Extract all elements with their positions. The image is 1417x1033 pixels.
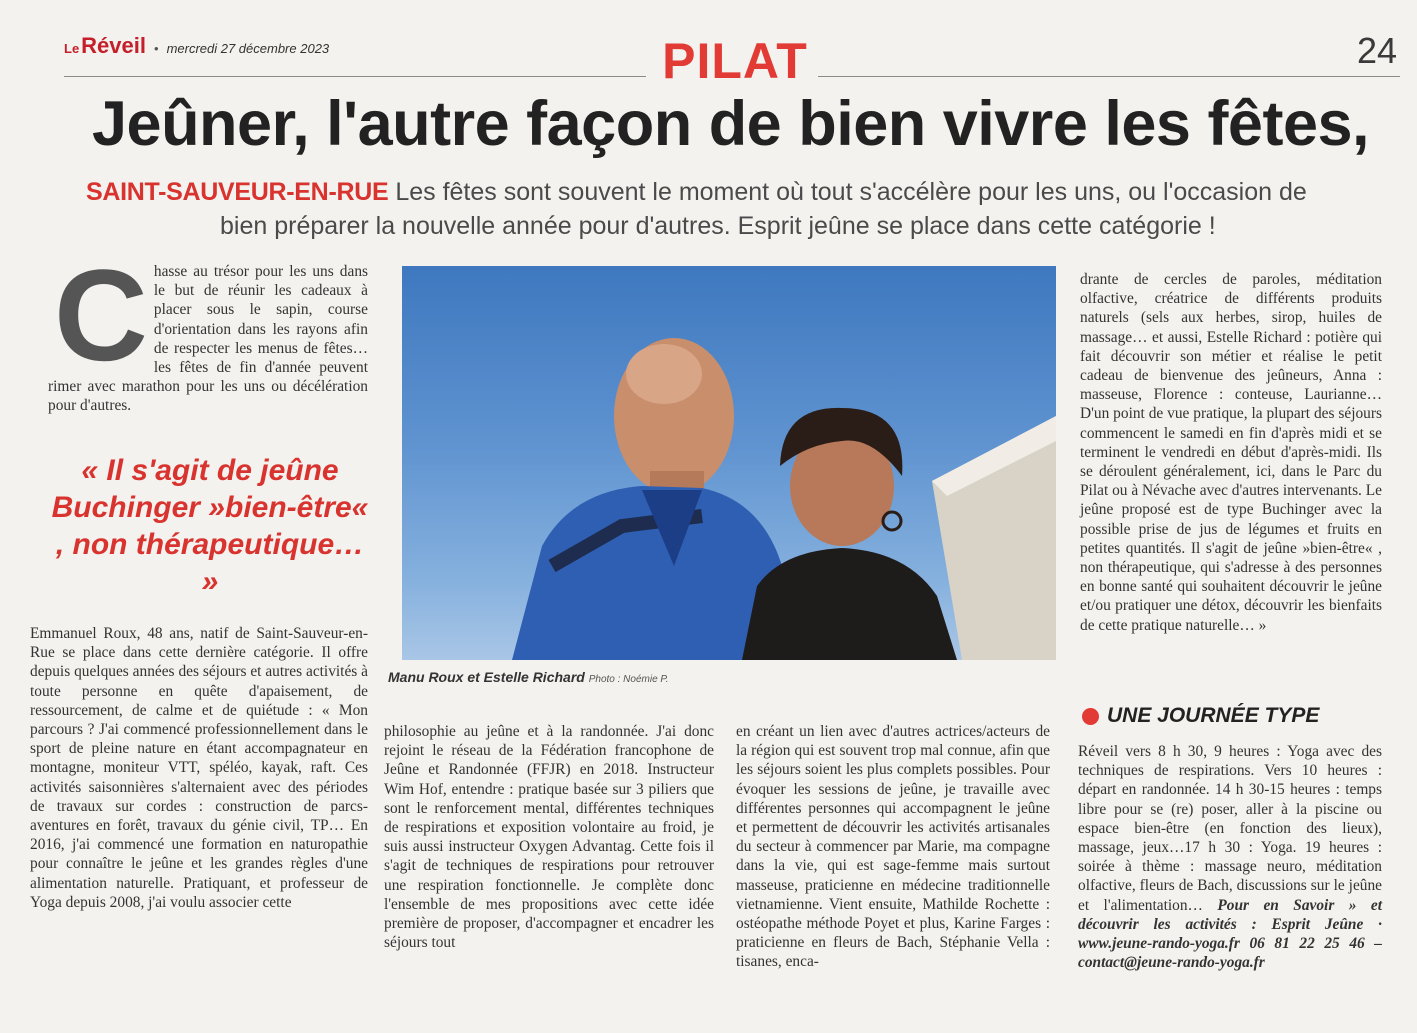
location-kicker: SAINT-SAUVEUR-EN-RUE: [86, 178, 389, 206]
box-title-text: UNE JOURNÉE TYPE: [1107, 704, 1320, 727]
article-column-2: [384, 722, 714, 952]
header-rule-left: [64, 76, 646, 77]
lede-line-2: bien préparer la nouvelle année pour d'autres. Esprit jeûne se place dans cette catégorie !: [220, 212, 1216, 240]
page-number: 24: [1356, 30, 1397, 71]
column-4-text: drante de cercles de paroles, méditation olfactive, créatrice de différents produits naturels (sels aux herbes, sirop, huiles de massage… et aussi, Estelle Richard : potière qui fait découvrir son métier et réalise le petit cadeau de bienvenue des jeûneurs, Anna : masseuse, Florence : conteuse, Laurianne… D'un point de vue pratique, la plupart des séjours commencent le samedi en fin d'après midi et se terminent le vendredi en début d'après-midi. Ils se déroulent généralement, ici, dans le Parc du Pilat ou à Névache avec d'autres intervenants. Le jeûne proposé est de type Buchinger avec la possible prise de jus de légumes et fruits en petites quantités. Il s'agit de jeûne »bien-être« , non thérapeutique, qui s'adresse à des personnes en bonne santé qui souhaitent découvrir le jeûne et/ou pratiquer une détox, découvrir les bienfaits de cette pratique naturelle… »: [1080, 271, 1382, 634]
column-3-text: en créant un lien avec d'autres actrices/acteurs de la région qui est souvent trop mal connue, afin que les séjours soient les plus complets possibles. Pour évoquer les sessions de jeûne, je travaille avec différentes personnes qui accompagnent le jeûne et permettent de découvrir les activités artisanales du secteur à commencer par Marie, ma compagne dans la vie, qui est sage-femme mais surtout masseuse, praticienne en médecine traditionnelle vietnamienne. Vient ensuite, Mathilde Rochette : ostéopathe méthode Poyet et plus, Karine Farges : praticienne en fleurs de Bach, Stéphanie Vella : tisanes, enca-: [736, 723, 1050, 971]
article-headline: Jeûner, l'autre façon de bien vivre les fêtes,: [92, 89, 1370, 159]
intro-text: hasse au trésor pour les uns dans le but de réunir les cadeaux à placer sous le sapin, course d'orientation dans les rayons afin de respecter les menus de fêtes… les fêtes de fin d'année peuvent rimer avec marathon pour les uns ou décélération pour d'autres.: [48, 263, 368, 415]
lede-line-1: Les fêtes sont souvent le moment où tout s'accélère pour les uns, ou l'occasion de: [395, 178, 1307, 206]
box-title: [1082, 704, 1319, 728]
box-body: [1078, 742, 1382, 972]
article-intro: [48, 242, 368, 416]
caption-text: Manu Roux et Estelle Richard: [388, 669, 585, 685]
column-1-text: Emmanuel Roux, 48 ans, natif de Saint-Sauveur-en-Rue se place dans cette dernière catégorie. Il offre depuis quelques années des séjours et autres activités à toute personne en quête d'apaisement, de ressourcement, de calme et de quiétude : « Mon parcours ? J'ai commencé professionnellement dans le sport de pleine nature en étant accompagnateur en montagne, moniteur VTT, spéléo, kayak, raft. Ces activités saisonnières s'alternaient avec des périodes de travaux sur cordes : construction de parcs-aventures en forêt, travaux du génie civil, TP… En 2016, j'ai commencé une formation en naturopathie pour connaître le jeûne et les grandes règles d'une alimentation naturelle. Pratiquant, et professeur de Yoga depuis 2008, j'ai voulu associer cette: [30, 625, 368, 911]
photo-credit: Photo : Noémie P.: [588, 674, 669, 685]
header-rule-right: [818, 76, 1400, 77]
article-column-1: [30, 624, 368, 912]
column-2-text: philosophie au jeûne et à la randonnée. J'ai donc rejoint le réseau de la Fédération francophone de Jeûne et Randonnée (FFJR) en 2018. Instructeur Wim Hof, entendre : pratique basée sur 3 piliers que sont le renforcement mental, différentes techniques de respirations et exposition volontaire au froid, je suis aussi instructeur Oxygen Advantag. Cette fois il s'agit de techniques de respirations pour retrouver une respiration fonctionnelle. Je complète donc l'ensemble de mes propositions avec cette idée première de proposer, d'accompagner et encadrer les séjours tout: [384, 723, 714, 952]
logo-prefix: Le: [64, 41, 80, 56]
photo-illustration: [402, 266, 1056, 660]
article-column-3: [736, 722, 1050, 972]
article-lede: [86, 175, 1396, 243]
drop-cap: C: [54, 242, 148, 388]
red-bullet-icon: [1082, 708, 1099, 725]
pull-quote: « Il s'agit de jeûne Buchinger »bien-être« , non thérapeutique… »: [51, 454, 369, 598]
photo-caption: [388, 669, 1068, 685]
newspaper-logo: Réveil: [81, 33, 146, 58]
masthead: [64, 33, 329, 59]
article-photo: [402, 266, 1056, 660]
box-schedule-text: Réveil vers 8 h 30, 9 heures : Yoga avec des techniques de respirations. Vers 10 heures : départ en randonnée. 14 h 30-15 heures : temps libre pour se (re) poser, aller à la piscine ou espace bien-être (en fonction des lieux), massage, jeux…17 h 30 : Yoga. 19 heures : soirée à thème : massage neuro, méditation olfactive, fleurs de Bach, discussions sur le jeûne et l'alimentation…: [1078, 743, 1382, 914]
section-title: PILAT: [662, 33, 808, 89]
box-contact-text: Pour en Savoir » et découvrir les activités : Esprit Jeûne · www.jeune-rando-yoga.fr 06 81 22 25 46 – contact@jeune-rando-yoga.fr: [1078, 896, 1382, 972]
article-column-4: [1080, 270, 1382, 635]
box-text: [1078, 742, 1382, 972]
issue-date: mercredi 27 décembre 2023: [166, 41, 330, 56]
masthead-separator: •: [154, 41, 159, 56]
